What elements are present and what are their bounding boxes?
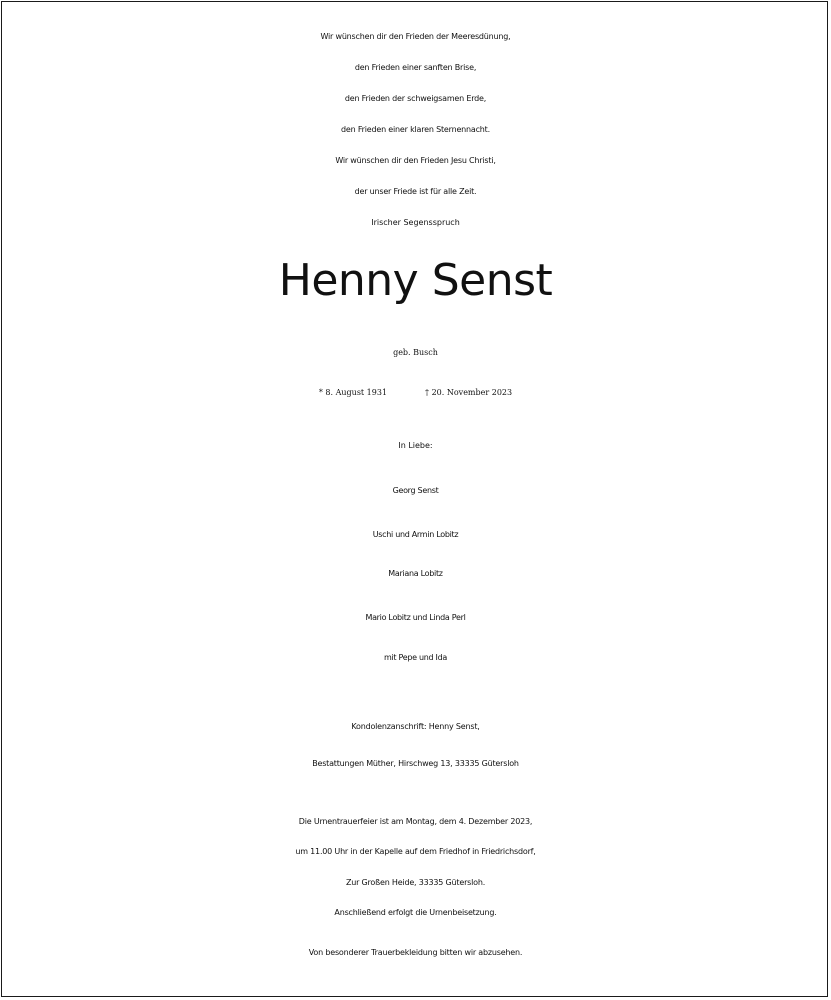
birth-name: geb. Busch <box>393 348 438 357</box>
poem-line: den Frieden einer klaren Sternennacht. <box>341 125 490 134</box>
mourners-intro: In Liebe: <box>398 441 433 450</box>
ceremony-line: Anschließend erfolgt die Urnenbeisetzung. <box>334 908 497 917</box>
poem-line: der unser Friede ist für alle Zeit. <box>354 187 477 196</box>
ceremony-line: Zur Großen Heide, 33335 Gütersloh. <box>345 878 486 887</box>
birth-date: * 8. August 1931 <box>318 388 388 397</box>
poem-line: Wir wünschen dir den Frieden Jesu Christi, <box>335 156 496 165</box>
poem-line: Wir wünschen dir den Frieden der Meeresdünung, <box>320 32 511 41</box>
mourner-name: Mario Lobitz und Linda Perl <box>365 613 466 622</box>
ceremony-line: um 11.00 Uhr in der Kapelle auf dem Friedhof in Friedrichsdorf, <box>295 847 536 856</box>
deceased-name: Henny Senst <box>278 255 553 306</box>
poem-source: Irischer Segensspruch <box>371 218 460 227</box>
mourner-name: Georg Senst <box>392 486 439 495</box>
condolence-address-line: Kondolenzanschrift: Henny Senst, <box>351 722 480 731</box>
death-date: † 20. November 2023 <box>425 388 513 397</box>
ceremony-line: Die Urnentrauerfeier ist am Montag, dem 4. Dezember 2023, <box>298 817 533 826</box>
mourner-name: mit Pepe und Ida <box>383 653 447 662</box>
life-dates <box>0 389 831 397</box>
mourner-name: Mariana Lobitz <box>388 569 443 578</box>
condolence-address-line: Bestattungen Müther, Hirschweg 13, 33335 Gütersloh <box>312 759 519 768</box>
mourner-name: Uschi und Armin Lobitz <box>372 530 459 539</box>
attire-note: Von besonderer Trauerbekleidung bitten wir abzusehen. <box>308 948 523 957</box>
poem-line: den Frieden einer sanften Brise, <box>354 63 477 72</box>
poem-line: den Frieden der schweigsamen Erde, <box>344 94 487 103</box>
